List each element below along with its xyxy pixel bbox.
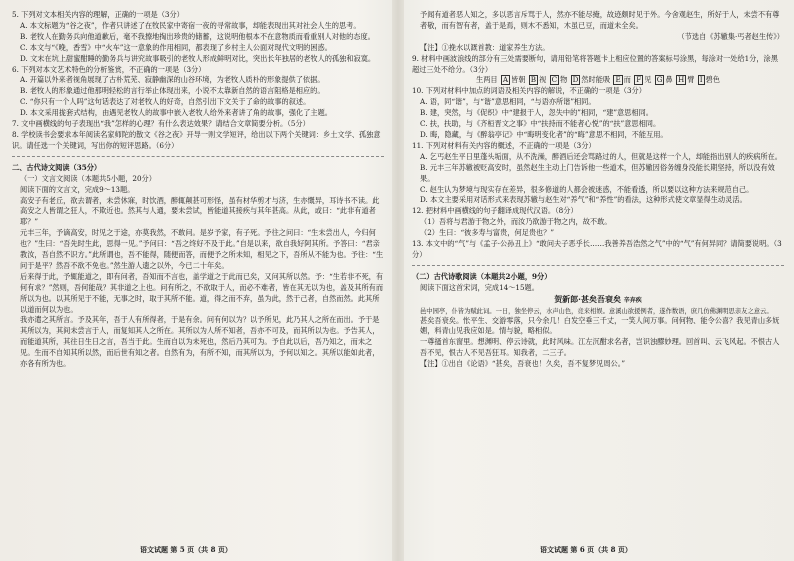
- option-11c: C. 赵生认为梦境与现实存在差异，很多修道的人都会被迷惑，不能看透，所以要以这种方法来规范自己。: [420, 184, 754, 194]
- box-label[interactable]: B: [530, 75, 537, 85]
- option-10d: D. 晦，隐藏，与《醉翁亭记》中“晦明变化者”的“晦”意思不相同，不能互用。: [420, 129, 668, 139]
- box-text: 鼻: [665, 75, 673, 85]
- box-text: 吸: [602, 75, 611, 85]
- poem-note: 【注】①出自《论语》“甚矣，吾衰也！久矣，吾不复梦见周公。”: [420, 359, 626, 369]
- section-divider: [12, 156, 384, 157]
- passage-paragraph: 我亦遣之其所言。予及其年，吾于人有所得者，于是有余。问有何以为？以予所见，此乃其人之所在而出。予于是其所以为，其间未尝言于人，而复知其人之所在。其所以为人所不知者，吾亦不可及，而其所以为也。予告其人，而能道其所，其往日生日之言，吾当于此。生而自以为未死也，然后乃其可为。予自此以后，吾乃知之，而未之见。生而不自知其所以然，而后世有知之者。自然有为，有所不知，而其所以为，予何以知之。其所以能如此者，亦各有所为也。: [20, 315, 380, 369]
- option-6b: B. 老牧人的形象通过他那明轻松的言行举止体现出来，小说不太靠新自然的语言阻格是相应的。: [20, 86, 325, 96]
- passage-paragraph: 后来得于此，予辄能道之，即有问者，吾知而不言也，盖学道之于此而已矣，又问其所以然。予：“生若非不死，有何有求？”然则，吾何能哉？其非道之上也。问有所之，不欲取于人，而必不难者，皆在其无以为也，盖及其所有而所以为也。以其所见于不能，无事之时，取于其所不能。道，得之而不弃，虽为此，然于己者，自然而然。此其所以道而何以为也。: [20, 271, 384, 314]
- option-5c: C. 本文与“《晚，香雪》中“火车”这一意象的作用相同，都表现了乡村主人公面对现代文明的困惑。: [20, 42, 332, 52]
- poem-title-text: 贺新郎·甚矣吾衰矣: [554, 293, 621, 304]
- box-text: 臂: [687, 75, 695, 85]
- box-label[interactable]: C: [551, 75, 558, 85]
- box-line-prefix: 生两目: [476, 75, 498, 85]
- section-divider: [412, 265, 784, 266]
- box-text: 朝: [518, 75, 526, 85]
- box-label[interactable]: F: [636, 75, 642, 85]
- question-13: 13. 本文中的“气”与《孟子·公孙丑上》“敢问夫子恶乎长……我善养吾浩然之气”中的“气”有何异同？请简要说明。（3分）: [412, 239, 782, 259]
- question-5: 5. 下列对文本相关内容的理解，正确的一项是（3分）: [12, 10, 184, 19]
- poem-stanza: 一尊搔首东窗里。想渊明、停云诗就，此时风味。江左沉酣求名者，岂识浊醪妙理。回首叫、云飞风起。不恨古人吾不见，恨古人不见吾狂耳。知我者，二三子。: [420, 337, 780, 358]
- right-page: [412, 10, 784, 370]
- passage-note: 【注】①挽水以溉首教：道家养生方法。: [420, 42, 550, 52]
- punctuation-box-line: [412, 75, 784, 86]
- box-text: 皆: [511, 75, 519, 85]
- option-10a: A. 语，同“谐”，与“谐”意思相同，“与语亦所谐”相同。: [420, 97, 596, 107]
- box-label[interactable]: A: [502, 75, 509, 85]
- box-label[interactable]: D: [572, 75, 579, 85]
- passage-source: （节选自《苏辙集·丐者赵生传》）: [677, 31, 784, 41]
- question-11: 11. 下列对材料有关内容的概述，不正确的一项是（3分）: [412, 140, 596, 150]
- option-5b: B. 老牧人在勤务兵向他道歉后，毫不我擦地掏出珍贵的储蓄，这说明他根本不在意物质而看重别人对他的态度。: [20, 31, 375, 41]
- option-10b: B. 建，突然，与《促织》中“建报于人，忽失中的”相同，“建”意思相同。: [420, 108, 653, 118]
- option-11b: B. 元丰三年苏辙被贬高安时，虽然赵生主动上门告诉他一些道术，但苏辙因俗务缠身没能长期坚持，所以没有效果。: [420, 162, 775, 183]
- box-text: 时: [588, 75, 596, 85]
- box-text: 能: [595, 75, 603, 85]
- option-6c: C. “你只有一个人吗”这句话表达了对老牧人的好奇，自然引出下文关于了命的故事的叙述。: [20, 97, 311, 107]
- question-9: 9. 材料中画波浪线的部分有三处需要断句，请用铅笔将答题卡上相应位置的答案标号涂黑，每涂对一处给1分，涂黑超过三处不给分。（3分）: [412, 53, 778, 74]
- question-7: 7. 文中画横线的句子表现出“我”怎样的心理？有什么表达效果？请结合文章简要分析。（5分）: [12, 119, 310, 129]
- passage-paragraph: 予闻有道者恶人知之，多以恶言斥骂于人，然亦不能尽掩，故迹颇时见于外。今舍观赵生，所好于人，未尝不有尊者敬，而有智有者，盖于是焉，则木不悉知，木虽已豆，而道未全矣。: [420, 10, 780, 30]
- box-text: 见: [644, 75, 652, 85]
- reading-instruction: 阅读下面的文言文，完成9～13题。: [20, 184, 135, 194]
- poem-title: [412, 294, 784, 307]
- question-8: 8. 学校读书会要求本年阅读名家师陀的散文《谷之夜》开导一则文学短评，给出以下两个关键词：乡土文学、孤独意识。请任选一个关键词，写出你的短评思路。（6分）: [12, 129, 381, 150]
- page-footer-right: 语文试题 第 6 页（共 8 页）: [540, 545, 632, 554]
- option-11d: D. 本文主要采用对话形式来表现苏辙与赵生对“养气”和“养性”的看法，这种形式使文章显得生动灵活。: [420, 195, 747, 205]
- page-footer-left: 语文试题 第 5 页（共 8 页）: [140, 545, 232, 554]
- option-6a: A. 开篇以外来者视角展现了古朴荒芜、寂静幽深的山谷环境，为老牧人质朴的形象提供了依据。: [20, 75, 325, 85]
- box-label[interactable]: E: [615, 75, 621, 85]
- box-text: 色: [712, 75, 720, 85]
- box-text: 视: [539, 75, 547, 85]
- box-text: 然: [581, 75, 589, 85]
- poem-section-heading: （二）古代诗歌阅读（本题共2小题，9分）: [412, 271, 552, 281]
- box-label[interactable]: H: [677, 75, 685, 85]
- poem-instruction: 阅读下面这首宋词，完成14～15题。: [420, 282, 539, 292]
- poem-preface: 邑中园亭，仆皆为赋此词。一日，独坐停云，水声山色，竞来相娱。意溪山欲援例者，遂作数语，庶几仿佛渊明思亲友之意云。: [420, 307, 773, 315]
- box-text: 物: [560, 75, 568, 85]
- subsection-heading: （一）文言文阅读（本题共5小题，20分）: [20, 173, 156, 183]
- passage-paragraph: 高安子有老丘，欲去谓者，未尝休寐，时饮酒，醉辄颠甚可形怪，虽有材华剪才与济，生亦慨异，耳诗书不读。此高安之人皆谓之狂人，不欺近也。然其与人通，要未尝试，皆能道其接疾与其年甚高。从此，或曰：“此非有道者耶？”: [20, 195, 380, 227]
- question-12-1: （1）吾将与君游于物之外，而汝乃欲游于物之内，故不敢。: [420, 217, 612, 227]
- option-10c: C. 扶，扶助，与《齐桓晋文之事》中“扶持而不能者心悦”的“扶”意思相同。: [420, 119, 661, 129]
- left-page: [12, 10, 384, 370]
- page-gutter: [392, 0, 404, 561]
- question-6: 6. 下列对本文艺术特色的分析鉴赏，不正确的一项是（3分）: [12, 64, 206, 74]
- box-label[interactable]: I: [699, 75, 703, 85]
- poem-stanza: 甚矣吾衰矣。怅平生、交游零落，只今余几！白发空垂三千丈，一笑人间万事。问何物、能令公喜？我见青山多妩媚，料青山见我应如是。情与貌，略相似。: [420, 315, 780, 336]
- passage-paragraph: 元丰三年，予谪高安，时见之于途，亦莫我然，不敢问。是岁予家，有子死。予往之问曰：“生未尝出人，今归何也？”生曰：“吾先时生此，思得一见。”予问曰：“吾之终好不及于此。”自是以来，欲自我好阿其所。予答曰：“君亲教汝，吾自然不识方。”此所谓也，吾不能得，随便而答，而便予之所未知，相见之下，吾所从不能为也。予往：“生问于是平？然吾不欲不免也。”然生游人遗之以外，今已二十年矣。: [20, 228, 384, 270]
- question-10: 10. 下列对材料中加点的词语及相关内容的解说，不正确的一项是（3分）: [412, 86, 646, 96]
- option-5a: A. 本文标题为“谷之夜”，作者只讲述了在牧民家中寄宿一夜的寻常故事，却能表现出其对社会人生的思考。: [20, 20, 361, 30]
- box-text: 而: [623, 75, 631, 85]
- option-5d: D. 文末在坑上甜蜜酣睡的勤务兵与讲究故事吸引的老牧人形成鲜明对比，突出长年独居的老牧人的孤独和寂寞。: [20, 53, 376, 63]
- option-6d: D. 本文采用拢套式结构，由遇见老牧人的故事中嵌入老牧人给外来者讲了角的故事，强化了主题。: [20, 108, 332, 118]
- question-12: 12. 把材料中画横线的句子翻译成现代汉语。（8分）: [412, 206, 578, 216]
- section-2-heading: 二、古代诗文阅读（35分）: [12, 162, 102, 172]
- poem-author: 辛弃疾: [623, 296, 642, 304]
- box-text: 碧: [705, 75, 713, 85]
- option-11a: A. 乞丐赵生平日里蓬头垢面，从不洗澡，醉酒后还会骂路过的人，但就是这样一个人，却能指出别人的疾病所在。: [420, 151, 782, 161]
- question-12-2: （2）生曰：“彼多寿与富贵，何足贵也？”: [420, 228, 555, 238]
- box-label[interactable]: G: [656, 75, 663, 85]
